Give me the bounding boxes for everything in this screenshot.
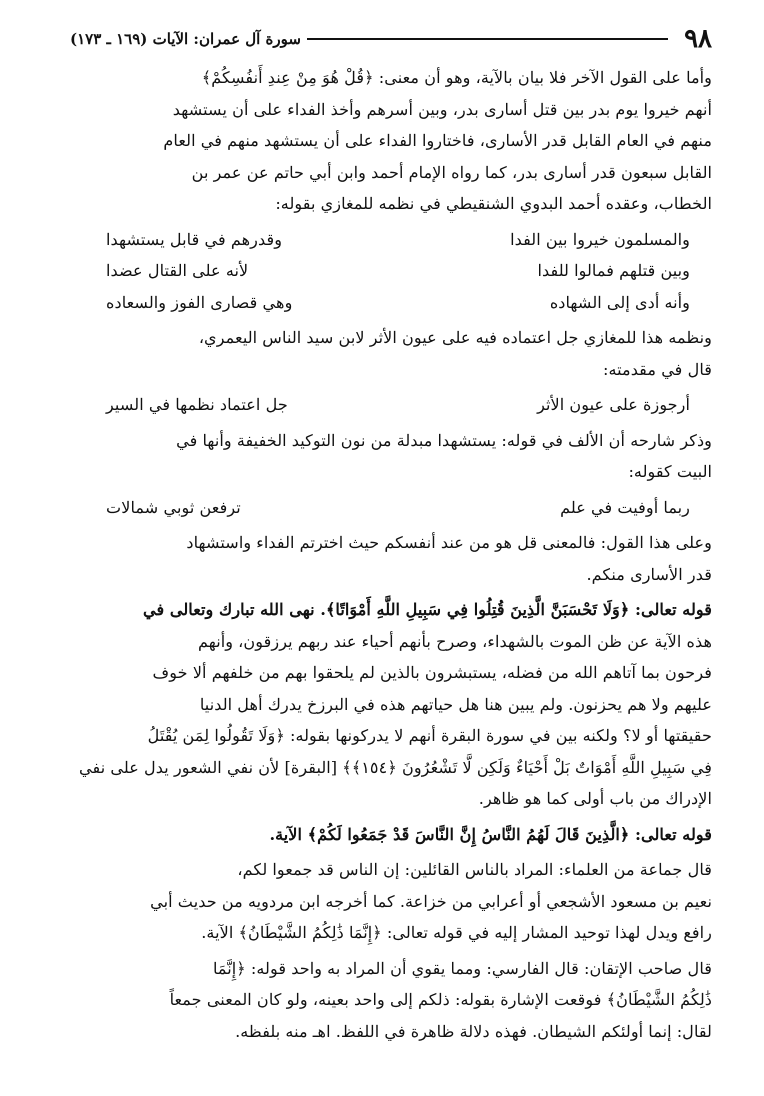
paragraph	[70, 322, 712, 385]
text-line: القابل سبعون قدر أسارى بدر، كما رواه الإمام أحمد وابن أبي حاتم عن عمر بن	[191, 162, 712, 182]
header-rule	[307, 38, 668, 40]
text-line: حقيقتها أو لا؟ ولكنه بين في سورة البقرة أنهم لا يدركونها بقوله: ﴿وَلَا تَقُولُوا لِمَن يُقْتَلُ	[147, 726, 712, 745]
text-line: قال جماعة من العلماء: المراد بالناس القائلين: إن الناس قد جمعوا لكم،	[237, 860, 712, 879]
verse-first-hemistich: وبين قتلهم فمالوا للفدا	[537, 261, 690, 280]
text-line: قوله تعالى: ﴿الَّذِينَ قَالَ لَهُمُ النَّاسُ إِنَّ النَّاسَ قَدْ جَمَعُوا لَكُمْ﴾ الآية.	[269, 824, 712, 844]
text-line: ونظمه هذا للمغازي جل اعتماده فيه على عيون الأثر لابن سيد الناس اليعمري،	[198, 328, 712, 347]
text-line: أنهم خيروا يوم بدر بين قتل أسارى بدر، وبين أسرهم وأخذ الفداء على أن يستشهد	[172, 99, 712, 119]
text-line: وعلى هذا القول: فالمعنى قل هو من عند أنفسكم حيث اخترتم الفداء واستشهاد	[186, 533, 712, 552]
text-line: البيت كقوله:	[628, 462, 712, 481]
body-text	[70, 62, 712, 1047]
page-header	[70, 16, 712, 62]
page-number: ٩٨	[684, 24, 712, 54]
poem	[70, 492, 712, 524]
poem-verse	[70, 287, 712, 319]
verse-second-hemistich: وقدرهم في قابل يستشهدا	[106, 229, 283, 249]
verse-first-hemistich: ربما أوفيت في علم	[560, 497, 690, 517]
verse-first-hemistich: والمسلمون خيروا بين الفدا	[510, 229, 690, 249]
verse-second-hemistich: جل اعتماد نظمها في السير	[106, 395, 288, 414]
verse-first-hemistich: وأنه أدى إلى الشهاده	[549, 292, 690, 312]
verse-second-hemistich: لأنه على القتال عضدا	[106, 261, 249, 280]
paragraph	[70, 854, 712, 949]
text-line: وأما على القول الآخر فلا بيان بالآية، وهو أن معنى: ﴿قُلْ هُوَ مِنْ عِندِ أَنفُسِكُمْ﴾	[201, 68, 712, 87]
text-line: قال في مقدمته:	[603, 359, 712, 379]
text-line: لقال: إنما أولئكم الشيطان. فهذه دلالة ظاهرة في اللفظ. اهـ منه بلفظه.	[235, 1021, 712, 1041]
text-line: قوله تعالى: ﴿وَلَا تَحْسَبَنَّ الَّذِينَ قُتِلُوا فِي سَبِيلِ اللَّهِ أَمْوَاتًا﴾. نهى الله تبارك وتعالى في	[143, 600, 712, 619]
text-line: فِي سَبِيلِ اللَّهِ أَمْوَاتٌ بَلْ أَحْيَاءٌ وَلَكِن لَّا تَشْعُرُونَ ﴿١٥٤﴾﴾ [البقرة] لأن نفي الشعور يدل على نفي	[79, 757, 712, 777]
text-line: نعيم بن مسعود الأشجعي أو أعرابي من خزاعة. كما أخرجه ابن مردويه من حديث أبي	[150, 891, 712, 911]
text-line: رافع ويدل لهذا توحيد المشار إليه في قوله تعالى: ﴿إِنَّمَا ذَٰلِكُمُ الشَّيْطَانُ﴾ الآية.	[201, 923, 712, 942]
poem-verse	[70, 224, 712, 256]
poem-verse	[70, 389, 712, 421]
verse-second-hemistich: وهي قصارى الفوز والسعاده	[106, 292, 293, 312]
paragraph	[70, 819, 712, 851]
text-line: قال صاحب الإتقان: قال الفارسي: ومما يقوي أن المراد به واحد قوله: ﴿إِنَّمَا	[212, 958, 712, 978]
text-line: قدر الأسارى منكم.	[586, 564, 712, 584]
text-line: فرحون بما آتاهم الله من فضله، يستبشرون بالذين لم يلحقوا بهم من خلفهم ألا خوف	[152, 663, 712, 682]
text-line: هذه الآية عن ظن الموت بالشهداء، وصرح بأنهم أحياء عند ربهم يرزقون، وأنهم	[197, 631, 712, 651]
text-line: منهم في العام القابل قدر الأسارى، فاختاروا الفداء على أن يستشهد منهم في العام	[163, 131, 712, 150]
paragraph	[70, 953, 712, 1048]
verse-second-hemistich: ترفعن ثوبي شمالات	[106, 497, 241, 517]
running-title: سورة آل عمران: الآيات (١٦٩ ـ ١٧٣)	[70, 30, 301, 48]
paragraph	[70, 527, 712, 590]
text-line: ذَٰلِكُمُ الشَّيْطَانُ﴾ فوقعت الإشارة بقوله: ذلكم إلى واحد بعينه، ولو كان المعنى جمعاً	[169, 990, 712, 1009]
poem-verse	[70, 255, 712, 287]
poem	[70, 224, 712, 319]
text-line: الإدراك من باب أولى كما هو ظاهر.	[478, 789, 712, 808]
text-line: الخطاب، وعقده أحمد البدوي الشنقيطي في نظمه للمغازي بقوله:	[275, 194, 712, 213]
poem	[70, 389, 712, 421]
text-line: عليهم ولا هم يحزنون. ولم يبين هنا هل حياتهم هذه في البرزخ يدرك أهل الدنيا	[199, 694, 712, 714]
paragraph	[70, 594, 712, 815]
text-line: وذكر شارحه أن الألف في قوله: يستشهدا مبدلة من نون التوكيد الخفيفة وأنها في	[176, 430, 712, 450]
paragraph	[70, 425, 712, 488]
paragraph	[70, 62, 712, 220]
poem-verse	[70, 492, 712, 524]
verse-first-hemistich: أرجوزة على عيون الأثر	[537, 395, 690, 414]
